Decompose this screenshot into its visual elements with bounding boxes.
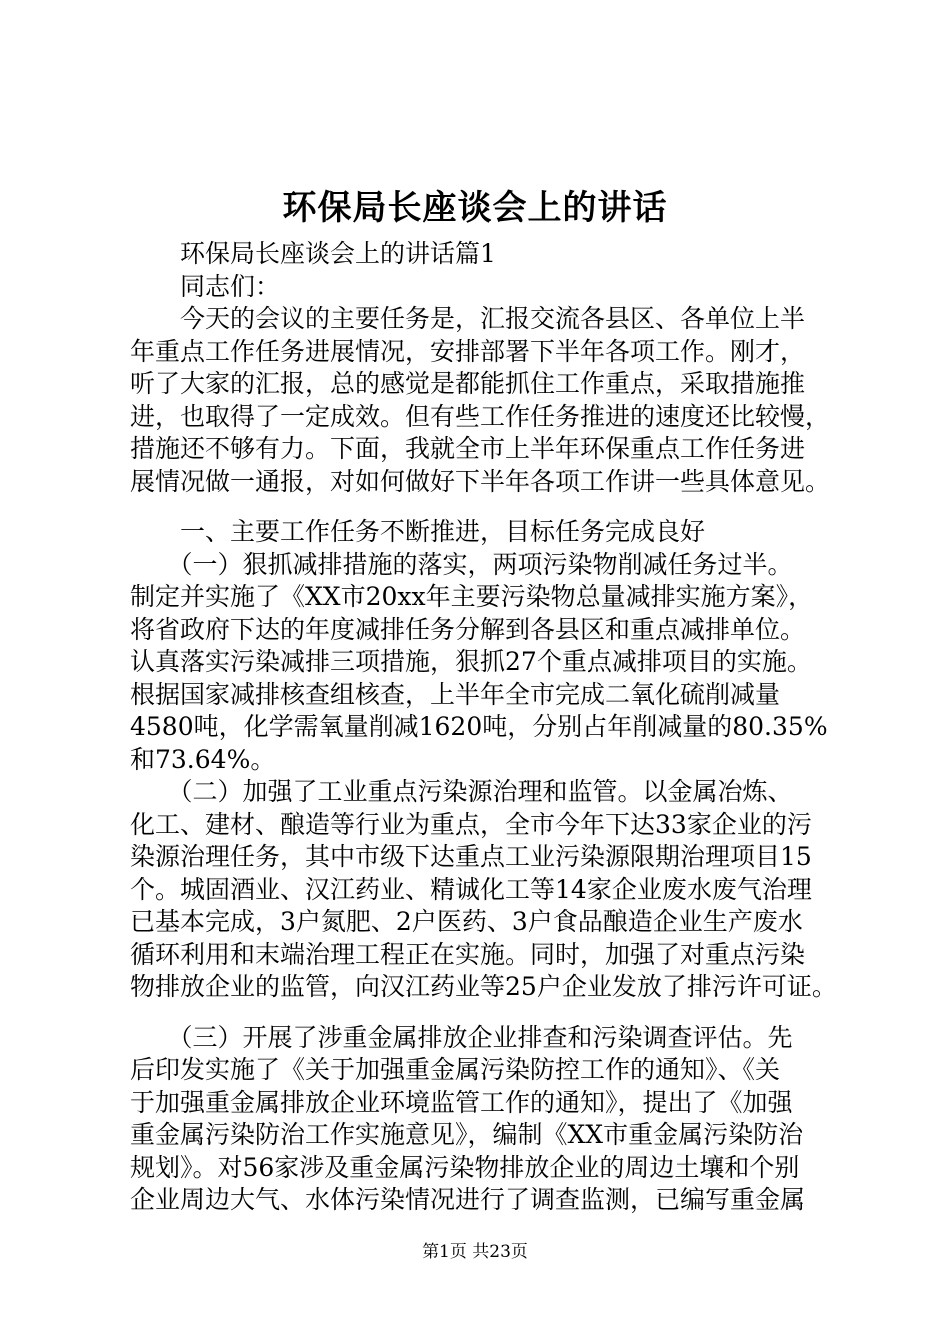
body-line: （二）加强了工业重点污染源治理和监管。以金属冶炼、 (130, 777, 793, 806)
body-line: 同志们： (130, 271, 281, 301)
body-line: 将省政府下达的年度减排任务分解到各县区和重点减排单位。 (130, 614, 806, 644)
body-line: 于加强重金属排放企业环境监管工作的通知》，提出了《加强 (130, 1087, 793, 1117)
body-line: 措施还不够有力。下面，我就全市上半年环保重点工作任务进 (130, 434, 806, 463)
body-line: 个。城固酒业、汉江药业、精诚化工等14家企业废水废气治理 (130, 874, 812, 904)
document-title: 环保局长座谈会上的讲话 (282, 188, 668, 228)
page-footer: 第1页 共23页 (422, 1242, 528, 1262)
body-line: 认真落实污染减排三项措施，狠抓27个重点减排项目的实施。 (130, 647, 812, 676)
body-line: 年重点工作任务进展情况，安排部署下半年各项工作。刚才， (130, 336, 806, 366)
body-line: 今天的会议的主要任务是，汇报交流各县区、各单位上半 (130, 304, 806, 333)
body-line: 展情况做一通报，对如何做好下半年各项工作讲一些具体意见。 (130, 466, 831, 496)
body-line: 已基本完成，3户氮肥、2户医药、3户食品酿造企业生产废水 (130, 907, 803, 936)
body-line: （一）狠抓减排措施的落实，两项污染物削减任务过半。 (130, 549, 793, 579)
body-line: 听了大家的汇报，总的感觉是都能抓住工作重点，采取措施推 (130, 369, 806, 398)
body-line: 4580吨，化学需氧量削减1620吨，分别占年削减量的80.35% (130, 712, 828, 741)
body-line: 制定并实施了《XX市20xx年主要污染物总量减排实施方案》， (130, 582, 814, 611)
body-line: 和73.64%。 (130, 744, 276, 774)
paragraph-gap (130, 1004, 850, 1022)
body-line: 规划》。对56家涉及重金属污染物排放企业的周边土壤和个别 (130, 1152, 800, 1182)
body-line: 环保局长座谈会上的讲话篇1 (130, 239, 496, 268)
document-body (130, 238, 850, 1217)
body-line: 根据国家减排核查组核查，上半年全市完成二氧化硫削减量 (130, 679, 781, 709)
body-line: 循环利用和末端治理工程正在实施。同时，加强了对重点污染 (130, 939, 806, 969)
paragraph-gap (130, 498, 850, 516)
body-line: （三）开展了涉重金属排放企业排查和污染调查评估。先 (130, 1022, 793, 1052)
body-line: 染源治理任务，其中市级下达重点工业污染源限期治理项目15 (130, 842, 812, 871)
body-line: 物排放企业的监管，向汉江药业等25户企业发放了排污许可证。 (130, 972, 837, 1001)
body-line: 重金属污染防治工作实施意见》，编制《XX市重金属污染防治 (130, 1120, 804, 1149)
body-line: 后印发实施了《关于加强重金属污染防控工作的通知》、《关 (130, 1055, 781, 1084)
body-line: 企业周边大气、水体污染情况进行了调查监测，已编写重金属 (130, 1185, 806, 1214)
body-line: 一、主要工作任务不断推进，目标任务完成良好 (130, 517, 706, 546)
body-line: 进，也取得了一定成效。但有些工作任务推进的速度还比较慢， (130, 401, 831, 431)
body-line: 化工、建材、酿造等行业为重点，全市今年下达33家企业的污 (130, 809, 812, 839)
